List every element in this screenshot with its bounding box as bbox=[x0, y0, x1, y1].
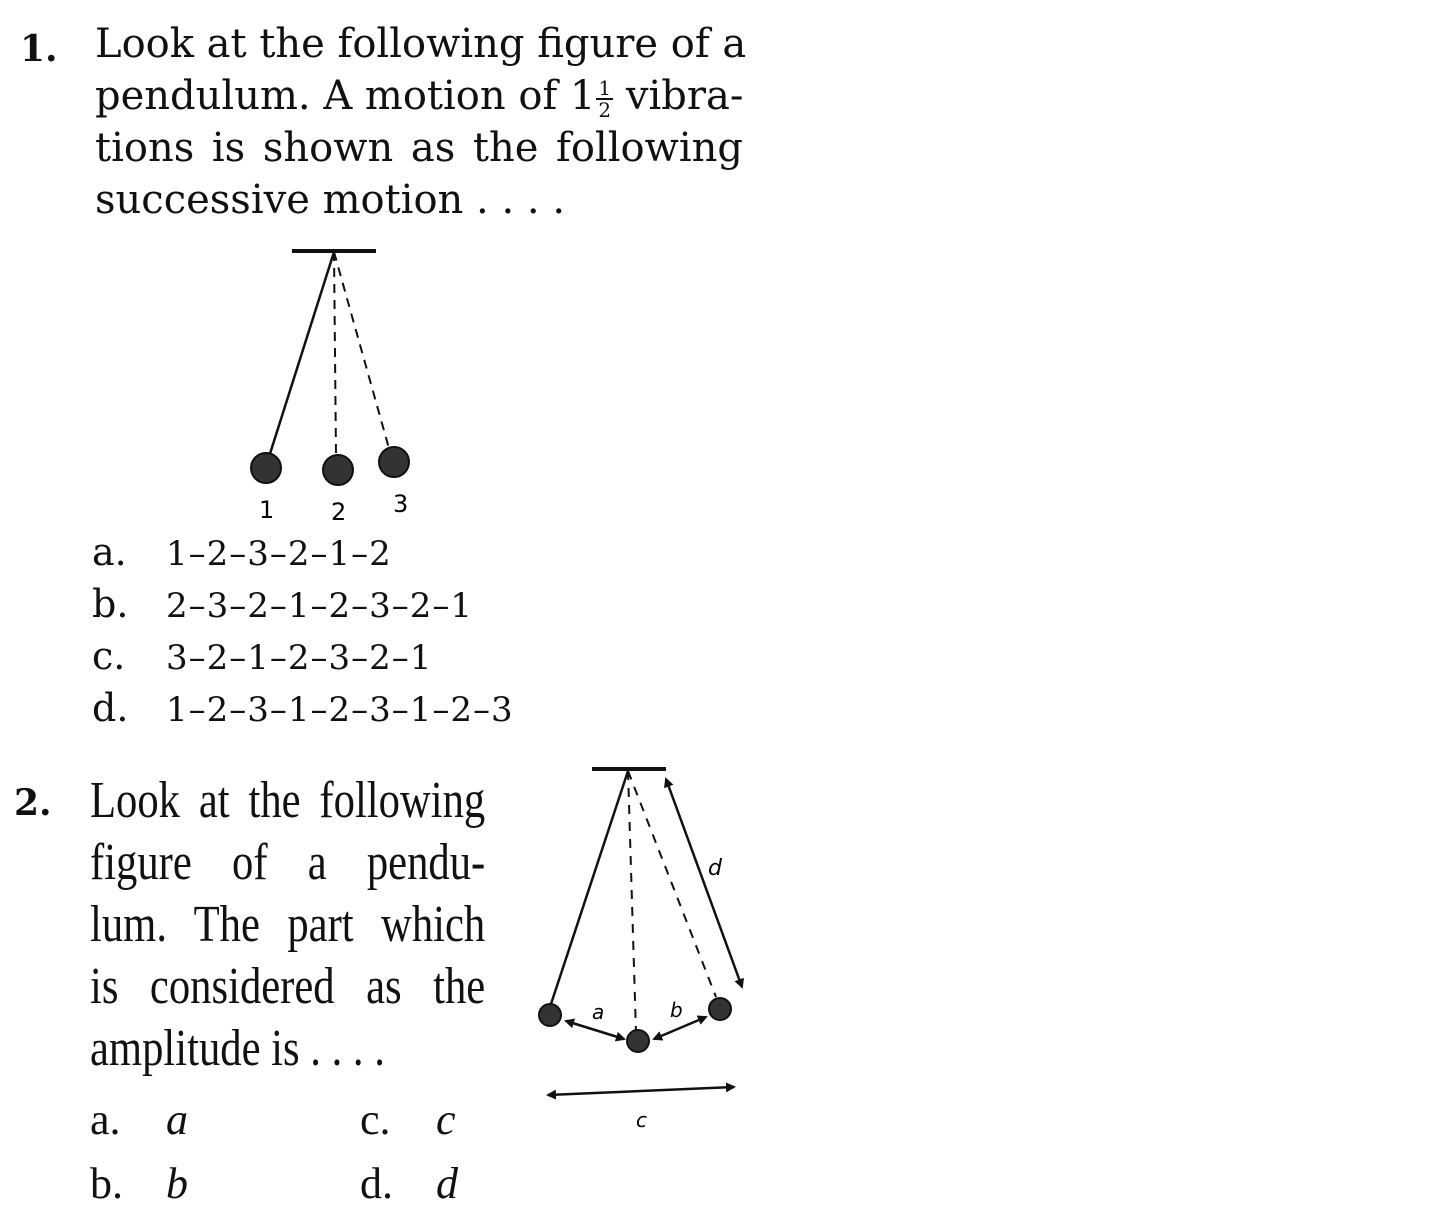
pendulum-1-string-dashed-center bbox=[334, 252, 336, 456]
option-value: c bbox=[436, 1095, 456, 1144]
option-label: d. bbox=[360, 1159, 393, 1208]
pendulum-1-string-dashed-right bbox=[334, 252, 390, 452]
pendulum-figure-2 bbox=[530, 755, 770, 1135]
option-label: b. bbox=[92, 582, 129, 626]
fraction-numerator: 1 bbox=[598, 76, 612, 100]
length-d-arrow bbox=[666, 779, 742, 987]
pendulum-1-label-3: 3 bbox=[393, 490, 409, 518]
question-1-line-3: tions is shown as the following bbox=[95, 125, 743, 171]
question-1-line-4: successive motion . . . . bbox=[95, 177, 566, 223]
pendulum-1-label-2: 2 bbox=[331, 498, 347, 526]
question-2-line-2: figure of a pendu- bbox=[90, 834, 486, 891]
pendulum-1-string-solid bbox=[268, 252, 334, 460]
option-label: a. bbox=[90, 1095, 121, 1144]
question-2-line-5: amplitude is . . . . bbox=[90, 1020, 385, 1077]
option-value: 1–2–3–2–1–2 bbox=[166, 534, 392, 574]
question-2-option-a[interactable] bbox=[90, 1094, 188, 1145]
question-1-number: 1. bbox=[20, 28, 58, 70]
option-label: c. bbox=[360, 1095, 391, 1144]
question-2-line-1: Look at the following bbox=[90, 772, 486, 829]
question-1-line-2a: pendulum. A motion of 1 bbox=[95, 73, 596, 119]
question-2-option-c[interactable] bbox=[360, 1094, 456, 1145]
question-1-option-b[interactable] bbox=[92, 582, 473, 626]
option-label: a. bbox=[92, 530, 127, 574]
question-2-option-b[interactable] bbox=[90, 1158, 188, 1209]
label-c: c bbox=[636, 1108, 647, 1132]
option-value: 2–3–2–1–2–3–2–1 bbox=[166, 586, 474, 626]
fraction-one-half bbox=[596, 78, 613, 120]
question-2-line-3: lum. The part which bbox=[90, 896, 486, 953]
option-value: b bbox=[166, 1159, 188, 1208]
question-1-option-a[interactable] bbox=[92, 530, 392, 574]
pendulum-2-string-solid bbox=[550, 771, 628, 1007]
label-d: d bbox=[708, 856, 722, 881]
question-2-option-d[interactable] bbox=[360, 1158, 458, 1209]
pendulum-2-bob-left bbox=[539, 1004, 561, 1026]
question-1-option-c[interactable] bbox=[92, 634, 432, 678]
option-value: d bbox=[436, 1159, 458, 1208]
question-1-line-2 bbox=[95, 70, 743, 122]
label-a: a bbox=[592, 1000, 605, 1024]
pendulum-2-string-dashed-right bbox=[628, 771, 716, 997]
option-value: 1–2–3–1–2–3–1–2–3 bbox=[166, 690, 514, 730]
pendulum-1-bob-position-1 bbox=[251, 453, 281, 483]
length-c-arrow bbox=[548, 1087, 734, 1095]
pendulum-1-label-1: 1 bbox=[259, 496, 275, 524]
pendulum-1-bob-position-2 bbox=[323, 455, 353, 485]
option-label: b. bbox=[90, 1159, 123, 1208]
option-label: d. bbox=[92, 686, 129, 730]
fraction-denominator: 2 bbox=[598, 98, 612, 122]
label-b: b bbox=[670, 998, 683, 1022]
pendulum-1-bob-position-3 bbox=[379, 447, 409, 477]
question-1-line-1: Look at the following figure of a bbox=[95, 21, 747, 67]
option-value: 3–2–1–2–3–2–1 bbox=[166, 638, 433, 678]
question-1-line-2b: vibra- bbox=[613, 73, 744, 119]
question-2-line-4: is considered as the bbox=[90, 958, 486, 1015]
question-1-text bbox=[95, 18, 747, 226]
option-label: c. bbox=[92, 634, 126, 678]
option-value: a bbox=[166, 1095, 188, 1144]
pendulum-2-bob-center bbox=[627, 1030, 649, 1052]
pendulum-2-string-dashed-center bbox=[628, 771, 636, 1033]
question-1-option-d[interactable] bbox=[92, 686, 514, 730]
pendulum-figure-1 bbox=[230, 240, 430, 530]
pendulum-2-bob-right bbox=[709, 998, 731, 1020]
question-2-text bbox=[90, 770, 486, 1080]
question-2-number: 2. bbox=[14, 782, 52, 824]
